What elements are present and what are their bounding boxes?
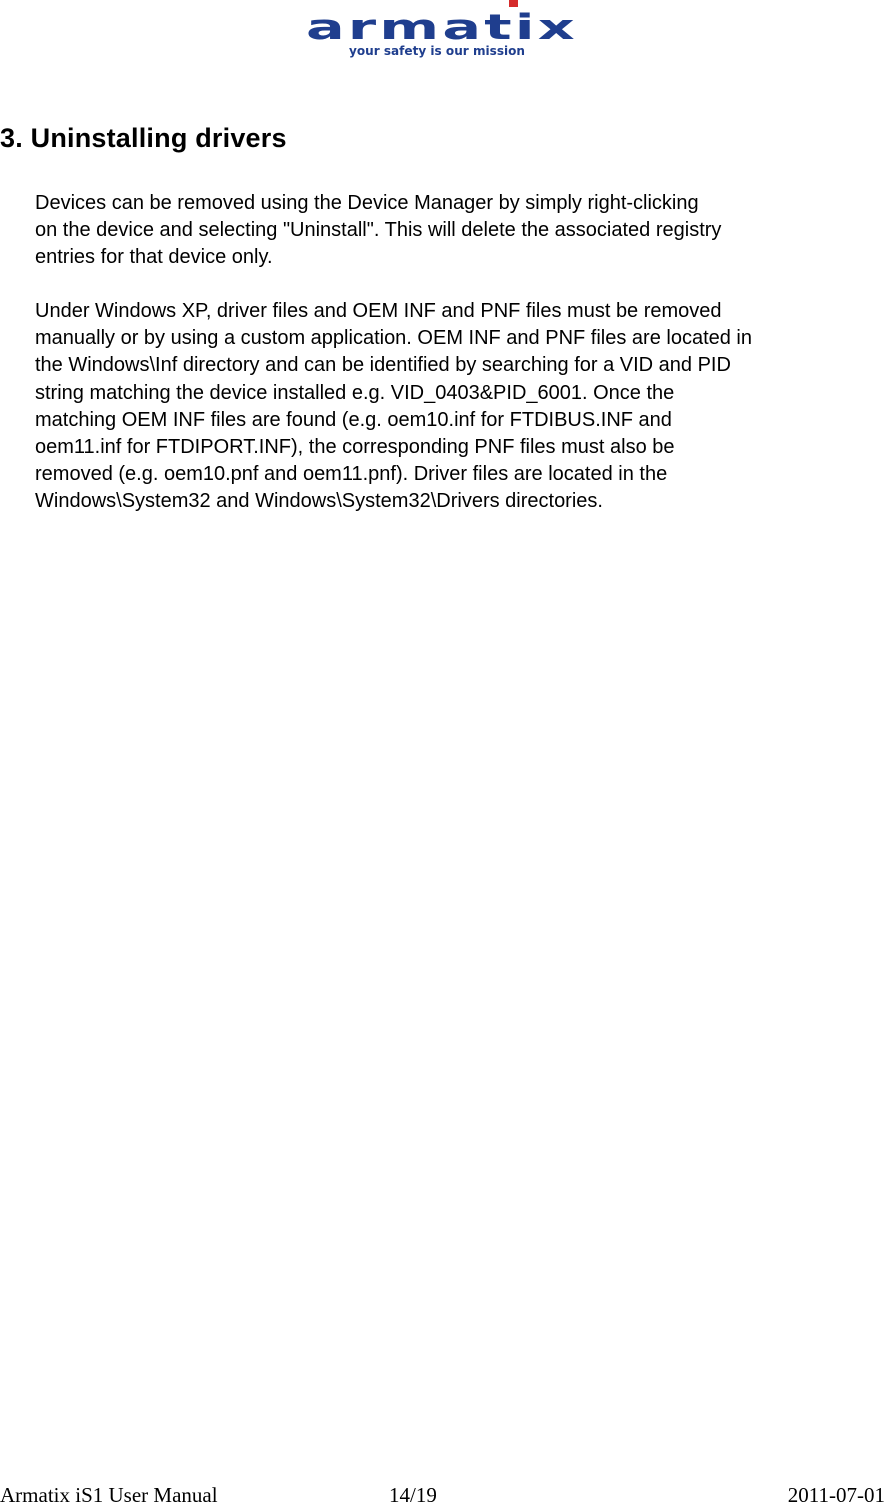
section-heading: 3. Uninstalling drivers [0, 123, 287, 153]
paragraph-line: matching OEM INF files are found (e.g. oem10.inf for FTDIBUS.INF and [35, 408, 672, 431]
paragraph-line: on the device and selecting "Uninstall". This will delete the associated registry [35, 219, 722, 242]
footer-page-number: 14/19 [389, 1483, 437, 1507]
paragraph-line: Under Windows XP, driver files and OEM INF and PNF files must be removed [35, 300, 722, 322]
paragraph-line: manually or by using a custom application. OEM INF and PNF files are located in [35, 327, 752, 350]
logo-accent-mark [509, 0, 518, 7]
paragraph-line: oem11.inf for FTDIPORT.INF), the corresponding PNF files must also be [35, 436, 675, 459]
paragraph-line: entries for that device only. [35, 246, 273, 269]
paragraph-line: Devices can be removed using the Device Manager by simply right-clicking [35, 192, 699, 214]
paragraph-line: string matching the device installed e.g. VID_0403&PID_6001. Once the [35, 381, 675, 404]
paragraph-line: Windows\System32 and Windows\System32\Drivers directories. [35, 490, 603, 513]
paragraph-windows-xp [35, 298, 752, 516]
logo-tagline: your safety is our mission [349, 43, 525, 58]
logo-wordmark: armatix [306, 8, 578, 48]
footer-manual-title: Armatix iS1 User Manual [0, 1483, 218, 1507]
paragraph-line: removed (e.g. oem10.pnf and oem11.pnf). Driver files are located in the [35, 463, 668, 486]
armatix-logo [300, 0, 585, 62]
paragraph-line: the Windows\Inf directory and can be identified by searching for a VID and PID [35, 354, 731, 377]
footer-date: 2011-07-01 [787, 1483, 885, 1507]
paragraph-device-manager [35, 190, 721, 272]
